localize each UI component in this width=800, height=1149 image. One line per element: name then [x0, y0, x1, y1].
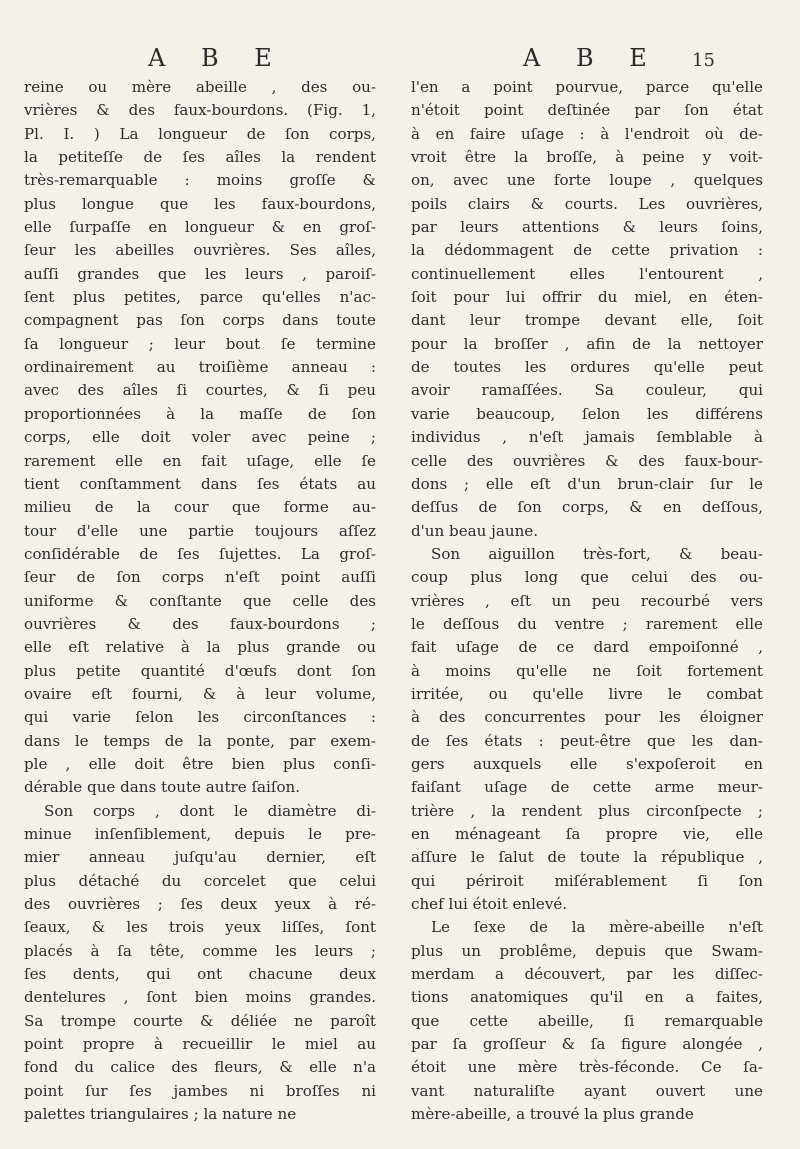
- text-line: uniforme & conſtante que celle des: [24, 591, 376, 610]
- text-line: la dédommagent de cette privation :: [411, 241, 763, 260]
- text-line: Son aiguillon très-fort, & beau-: [431, 544, 763, 563]
- text-line: qui périroit miſérablement ſi ſon: [411, 871, 763, 890]
- text-line: plus un problême, depuis que Swam-: [411, 941, 763, 960]
- text-line: vroit être la broſſe, à peine y voit-: [411, 148, 763, 167]
- text-line: à moins qu'elle ne ſoit fortement: [411, 661, 763, 680]
- text-line: de ſes états : peut-être que les dan-: [411, 731, 763, 750]
- text-line: la petiteſſe de ſes aîles la rendent: [24, 148, 376, 167]
- text-line: des ouvrières ; ſes deux yeux à ré-: [24, 895, 376, 914]
- text-line: individus , n'eſt jamais ſemblable à: [411, 428, 763, 447]
- text-line: milieu de la cour que forme au-: [24, 498, 376, 517]
- text-line: ſeaux, & les trois yeux liſſes, ſont: [24, 918, 376, 937]
- text-line: le deſſous du ventre ; rarement elle: [411, 614, 763, 633]
- text-line: compagnent pas ſon corps dans toute: [24, 311, 376, 330]
- page-number: 15: [692, 50, 715, 71]
- text-line: ſoit pour lui offrir du miel, en éten-: [411, 288, 763, 307]
- text-line: avec des aîles ſi courtes, & ſi peu: [24, 381, 376, 400]
- text-line: gers auxquels elle s'expoſeroit en: [411, 754, 763, 773]
- left-text-column: [24, 76, 376, 1126]
- text-line: rarement elle en fait uſage, elle ſe: [24, 451, 376, 470]
- text-line: en ménageant ſa propre vie, elle: [411, 825, 763, 843]
- text-line: proportionnées à la maſſe de ſon: [24, 404, 376, 423]
- text-line: étoit une mère très-féconde. Ce ſa-: [411, 1058, 763, 1077]
- text-line: irritée, ou qu'elle livre le combat: [411, 684, 763, 703]
- text-line: dons ; elle eſt d'un brun-clair ſur le: [411, 474, 763, 493]
- text-line: mier anneau juſqu'au dernier, eſt: [24, 848, 376, 867]
- text-line: ſa longueur ; leur bout ſe termine: [24, 334, 376, 353]
- text-line: dans le temps de la ponte, par exem-: [24, 731, 376, 750]
- text-line: qui varie ſelon les circonſtances :: [24, 708, 376, 727]
- text-line: Pl. I. ) La longueur de ſon corps,: [24, 124, 376, 143]
- text-line: deſſus de ſon corps, & en deſſous,: [411, 498, 763, 517]
- text-line: ſeur de ſon corps n'eſt point auſſi: [24, 568, 376, 587]
- text-line: celle des ouvrières & des faux-bour-: [411, 451, 763, 470]
- text-line: trière , la rendent plus circonſpecte ;: [411, 801, 763, 820]
- text-line: ſeur les abeilles ouvrières. Ses aîles,: [24, 241, 376, 260]
- text-line: elle eſt relative à la plus grande ou: [24, 638, 376, 657]
- text-line: Son corps , dont le diamètre di-: [44, 801, 376, 820]
- text-line: mère-abeille, a trouvé la plus grande: [411, 1105, 694, 1124]
- text-line: chef lui étoit enlevé.: [411, 895, 568, 914]
- text-line: ovaire eſt fourni, & à leur volume,: [24, 684, 376, 703]
- text-line: dérable que dans toute autre ſaiſon.: [24, 778, 301, 797]
- text-line: aſſure le ſalut de toute la république ,: [411, 848, 763, 867]
- text-line: plus petite quantité d'œufs dont ſon: [24, 661, 376, 680]
- text-line: dentelures , ſont bien moins grandes.: [24, 988, 376, 1007]
- text-line: l'en a point pourvue, parce qu'elle: [411, 78, 763, 96]
- text-line: avoir ramaſſées. Sa couleur, qui: [411, 381, 763, 400]
- text-line: ordinairement au troiſième anneau :: [24, 358, 376, 377]
- text-line: par ſa groſſeur & ſa figure alongée ,: [411, 1035, 763, 1054]
- text-line: placés à ſa tête, comme les leurs ;: [24, 941, 376, 960]
- text-line: d'un beau jaune.: [411, 521, 539, 540]
- text-line: plus longue que les faux-bourdons,: [24, 194, 376, 213]
- running-header-right: A B E: [523, 44, 661, 72]
- text-line: elle ſurpaſſe en longueur & en groſ-: [24, 218, 376, 237]
- text-line: ſent plus petites, parce qu'elles n'ac-: [24, 288, 376, 307]
- text-line: tient conſtamment dans ſes états au: [24, 474, 376, 493]
- text-line: faiſant uſage de cette arme meur-: [411, 778, 763, 797]
- text-line: de toutes les ordures qu'elle peut: [411, 358, 763, 377]
- text-line: à en faire uſage : à l'endroit où de-: [411, 124, 763, 143]
- text-line: pour la broſſer , afin de la nettoyer: [411, 334, 763, 353]
- text-line: coup plus long que celui des ou-: [411, 568, 763, 587]
- text-line: auſſi grandes que les leurs , paroiſ-: [24, 264, 376, 283]
- text-line: ple , elle doit être bien plus conſi-: [24, 754, 376, 773]
- text-line: très-remarquable : moins groſſe &: [24, 171, 376, 190]
- text-line: ſes dents, qui ont chacune deux: [24, 965, 376, 984]
- text-line: Sa trompe courte & déliée ne paroît: [24, 1011, 376, 1030]
- text-line: par leurs attentions & leurs ſoins,: [411, 218, 763, 237]
- text-line: merdam a découvert, par les diſſec-: [411, 965, 763, 984]
- text-line: on, avec une forte loupe , quelques: [411, 171, 763, 190]
- text-line: tour d'elle une partie toujours aſſez: [24, 521, 376, 540]
- text-line: ouvrières & des faux-bourdons ;: [24, 614, 376, 633]
- text-line: que cette abeille, ſi remarquable: [411, 1011, 763, 1030]
- text-line: vrières , eſt un peu recourbé vers: [411, 591, 763, 610]
- text-line: vrières & des faux-bourdons. (Fig. 1,: [24, 101, 376, 120]
- text-line: conſidérable de ſes ſujettes. La groſ-: [24, 544, 376, 563]
- text-line: reine ou mère abeille , des ou-: [24, 78, 376, 96]
- text-line: n'étoit point deſtinée par ſon état: [411, 101, 763, 120]
- text-line: varie beaucoup, ſelon les différens: [411, 404, 763, 423]
- text-line: fait uſage de ce dard empoiſonné ,: [411, 638, 763, 657]
- text-line: à des concurrentes pour les éloigner: [411, 708, 763, 727]
- text-line: fond du calice des fleurs, & elle n'a: [24, 1058, 376, 1077]
- text-line: point propre à recueillir le miel au: [24, 1035, 376, 1054]
- text-line: vant naturaliſte ayant ouvert une: [411, 1081, 763, 1100]
- text-line: point ſur ſes jambes ni broſſes ni: [24, 1081, 376, 1100]
- text-line: minue inſenſiblement, depuis le pre-: [24, 825, 376, 843]
- text-line: plus détaché du corcelet que celui: [24, 871, 376, 890]
- text-line: dant leur trompe devant elle, ſoit: [411, 311, 763, 330]
- running-header-left: A B E: [148, 44, 286, 72]
- text-line: palettes triangulaires ; la nature ne: [24, 1105, 297, 1124]
- text-line: continuellement elles l'entourent ,: [411, 264, 763, 283]
- right-text-column: [411, 76, 763, 1126]
- text-line: corps, elle doit voler avec peine ;: [24, 428, 376, 447]
- text-line: tions anatomiques qu'il en a faites,: [411, 988, 763, 1007]
- text-line: poils clairs & courts. Les ouvrières,: [411, 194, 763, 213]
- text-line: Le ſexe de la mère-abeille n'eſt: [431, 918, 763, 937]
